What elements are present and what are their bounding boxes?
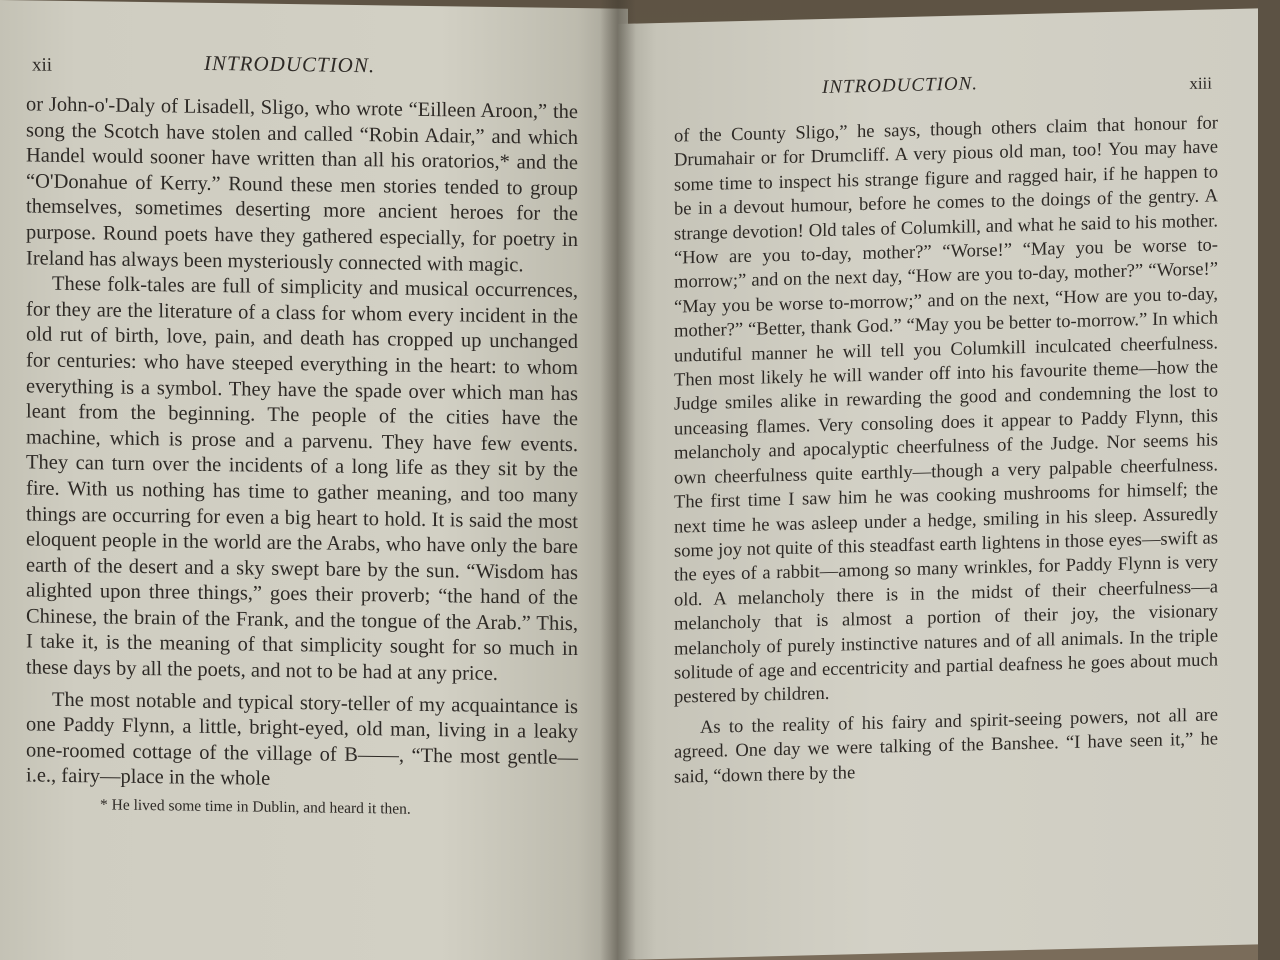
- left-body-text: [26, 92, 578, 797]
- right-body-text: [674, 111, 1218, 789]
- right-paragraph-2: As to the reality of his fairy and spirit-seeing powers, not all are agreed. One day we were talking of the Banshee. “I have seen it,” he said, “down there by the: [674, 704, 1218, 788]
- left-page-number: xii: [32, 54, 53, 76]
- left-paragraph-1: or John-o'-Daly of Lisadell, Sligo, who wrote “Eilleen Aroon,” the song the Scotch have stolen and called “Robin Adair,” and which Handel would sooner have written than all his oratorios,* and the “O'Donahue of Kerry.” Round these men stories tended to group themselves, sometimes deserting more ancient heroes for the purpose. Round poets have they gathered especially, for poetry in Ireland has always been mysteriously connected with magic.: [26, 93, 578, 276]
- left-footnote: * He lived some time in Dublin, and heard it then.: [100, 796, 411, 818]
- left-page: [0, 0, 628, 960]
- right-paragraph-1: of the County Sligo,” he says, though others claim that honour for Drumahair or for Drumcliff. A very pious old man, too! You may have some time to inspect his strange figure and ragged hair, if he happen to be in a devout humour, before he comes to the doings of the gentry. A strange devotion! Old tales of Columkill, and what he said to his mother. “How are you to-day, mother?” “Worse!” “May you be worse to-morrow;” and on the next day, “How are you to-day, mother?” “Worse!” “May you be worse to-morrow;” and on the next, “How are you to-day, mother?” “Better, thank God.” “May you be better to-morrow.” In which undutiful manner he will tell you Columkill inculcated cheerfulness. Then most likely he will wander off into his favourite theme—how the Judge smiles alike in rewarding the good and condemning the lost to unceasing flames. Very consoling does it appear to Paddy Flynn, this melancholy and apocalyptic cheerfulness of the Judge. Nor seems his own cheerfulness quite earthly—though a very palpable cheerfulness. The first time I saw him he was cooking mushrooms for himself; the next time he was asleep under a hedge, smiling in his sleep. Assuredly some joy not quite of this steadfast earth lightens in those eyes—swift as the eyes of a rabbit—among so many wrinkles, for Paddy Flynn is very old. A melancholy there is in the midst of their cheerfulness—a melancholy that is almost a portion of their joy, the visionary melancholy of purely instinctive natures and of all animals. In the triple solitude of age and eccentricity and partial deafness he goes about much pestered by children.: [674, 112, 1218, 708]
- left-paragraph-2: These folk-tales are full of simplicity and musical occurrences, for they are the literature of a class for whom every incident in the old rut of birth, love, pain, and death has cropped up unchanged for centuries: who have steeped everything in the heart: to whom everything is a symbol. They have the spade over which man has leant from the beginning. The people of the cities have the machine, which is prose and a parvenu. They have few events. They can turn over the incidents of a long life as they sit by the fire. With us nothing has time to gather meaning, and too many things are occurring for even a big heart to hold. It is said the most eloquent people in the world are the Arabs, who have only the bare earth of the desert and a sky swept bare by the sun. “Wisdom has alighted upon three things,” goes their proverb; “the hand of the Chinese, the brain of the Frank, and the tongue of the Arab.” This, I take it, is the meaning of that simplicity sought for so much in these days by all the poets, and not to be had at any price.: [26, 272, 578, 686]
- left-paragraph-3: The most notable and typical story-teller of my acquaintance is one Paddy Flynn, a little, bright-eyed, old man, living in a leaky one-roomed cottage of the village of B——, “The most gentle—i.e., fairy—place in the whole: [26, 688, 578, 791]
- left-running-title: INTRODUCTION.: [204, 50, 376, 78]
- right-running-title: INTRODUCTION.: [822, 73, 979, 99]
- right-running-head: [674, 67, 1218, 114]
- table-edge: [1258, 0, 1280, 960]
- right-page-number: xiii: [1189, 73, 1212, 94]
- left-running-head: [26, 48, 578, 90]
- right-page: [618, 8, 1258, 960]
